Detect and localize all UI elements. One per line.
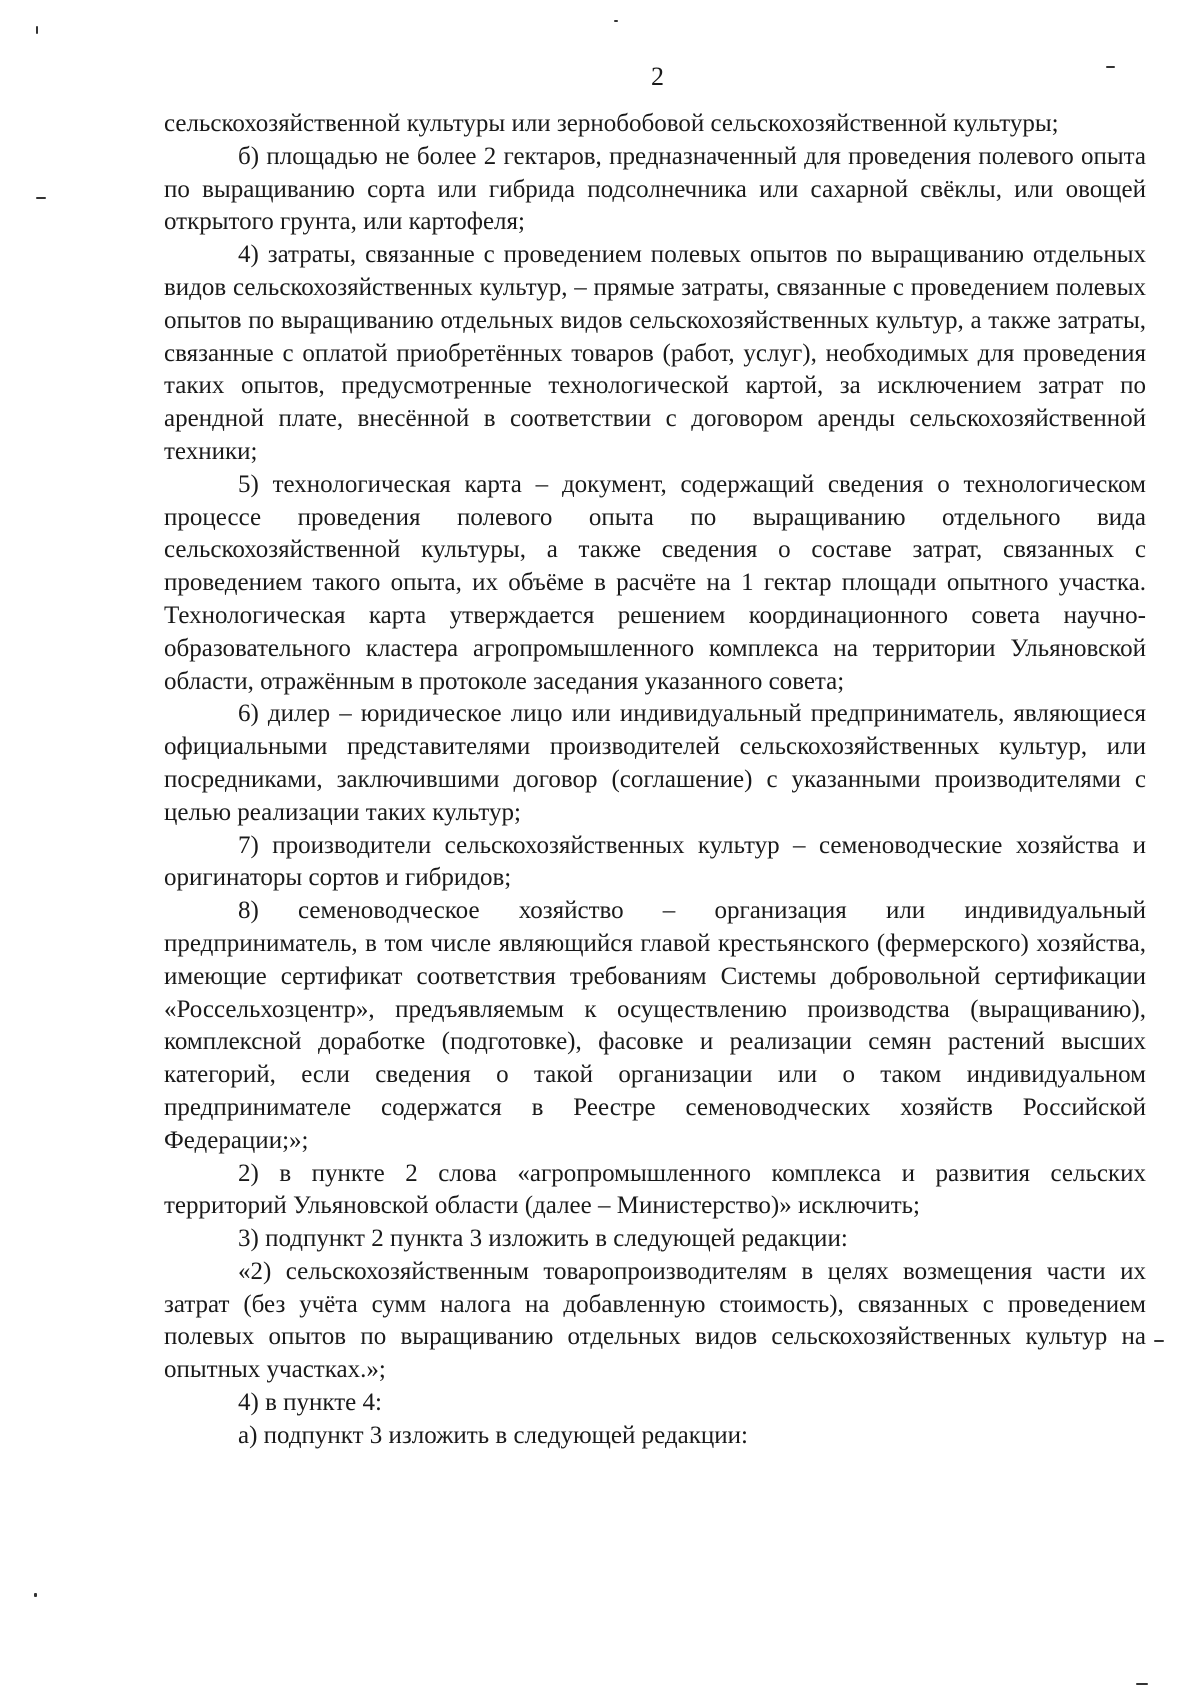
- paragraph: 5) технологическая карта – документ, содержащий сведения о технологическом процессе проведения полевого опыта по выращиванию отдельного вида сельскохозяйственной культуры, а также сведения о составе затрат, связанных с проведением такого опыта, их объёме в расчёте на 1 гектар площади опытного участка. Технологическая карта утверждается решением координационного совета научно-образовательного кластера агропромышленного комплекса на территории Ульяновской области, отражённым в протоколе заседания указанного совета;: [164, 470, 1146, 695]
- scan-speck: [1106, 66, 1115, 68]
- paragraph: «2) сельскохозяйственным товаропроизводителям в целях возмещения части их затрат (без учёта сумм налога на добавленную стоимость), связанных с проведением полевых опытов по выращиванию отдельных видов сельскохозяйственных культур на опытных участках.»;: [164, 1257, 1146, 1384]
- scan-speck: [1154, 1340, 1164, 1342]
- paragraph: 3) подпункт 2 пункта 3 изложить в следующей редакции:: [238, 1225, 848, 1253]
- paragraph: 7) производители сельскохозяйственных культур – семеноводческие хозяйства и оригинаторы сортов и гибридов;: [164, 831, 1146, 892]
- page-number: 2: [651, 62, 664, 91]
- scan-speck: [36, 26, 38, 34]
- scan-speck: [1136, 1683, 1148, 1685]
- document-body: [164, 108, 1146, 1453]
- paragraph: 6) дилер – юридическое лицо или индивидуальный предприниматель, являющиеся официальными представителями производителей сельскохозяйственных культур, или посредниками, заключившими договор (соглашение) с указанными производителями с целью реализации таких культур;: [164, 700, 1146, 826]
- paragraph: а) подпункт 3 изложить в следующей редакции:: [238, 1421, 748, 1449]
- scan-speck: [36, 197, 46, 199]
- scan-speck: [614, 20, 618, 22]
- paragraph: 2) в пункте 2 слова «агропромышленного комплекса и развития сельских территорий Ульяновской области (далее – Министерство)» исключить;: [164, 1159, 1146, 1220]
- paragraph: сельскохозяйственной культуры или зернобобовой сельскохозяйственной культуры;: [164, 110, 1059, 137]
- paragraph: 8) семеноводческое хозяйство – организация или индивидуальный предприниматель, в том числе являющийся главой крестьянского (фермерского) хозяйства, имеющие сертификат соответствия требованиям Системы добровольной сертификации «Россельхозцентр», предъявляемым к осуществлению производства (выращиванию), комплексной доработке (подготовке), фасовке и реализации семян растений высших категорий, если сведения о такой организации или о таком индивидуальном предпринимателе содержатся в Реестре семеноводческих хозяйств Российской Федерации;»;: [164, 897, 1146, 1154]
- scan-speck: [34, 1593, 37, 1597]
- paragraph: 4) затраты, связанные с проведением полевых опытов по выращиванию отдельных видов сельскохозяйственных культур, – прямые затраты, связанные с проведением полевых опытов по выращиванию отдельных видов сельскохозяйственных культур, а также затраты, связанные с оплатой приобретённых товаров (работ, услуг), необходимых для проведения таких опытов, предусмотренные технологической картой, за исключением затрат по арендной плате, внесённой в соответствии с договором аренды сельскохозяйственной техники;: [164, 241, 1146, 465]
- paragraph: б) площадью не более 2 гектаров, предназначенный для проведения полевого опыта по выращиванию сорта или гибрида подсолнечника или сахарной свёклы, или овощей открытого грунта, или картофеля;: [164, 142, 1146, 236]
- paragraph: 4) в пункте 4:: [238, 1389, 382, 1417]
